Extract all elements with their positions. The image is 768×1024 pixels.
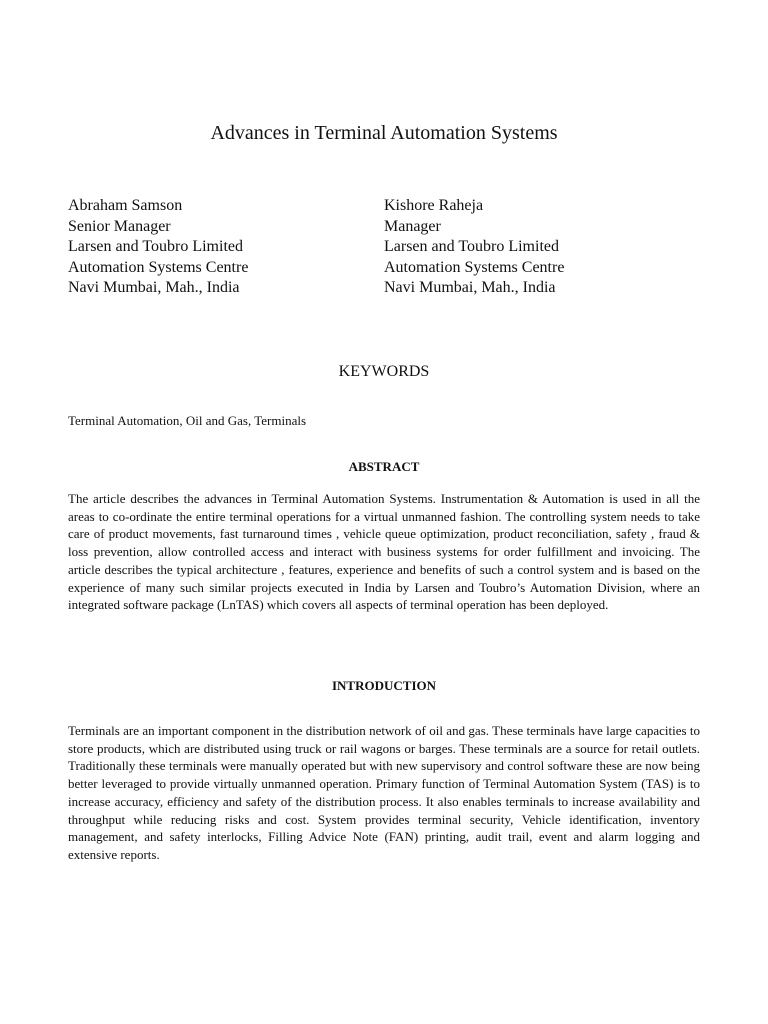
author-2-department: Automation Systems Centre [384,258,565,276]
author-1-position: Senior Manager [68,217,171,235]
author-2 [384,196,564,299]
author-2-company: Larsen and Toubro Limited [384,238,559,255]
keywords-text: Terminal Automation, Oil and Gas, Terminals [68,413,307,428]
author-2-position: Manager [384,217,441,235]
author-1-name: Abraham Samson [68,197,183,214]
author-1-location: Navi Mumbai, Mah., India [68,279,240,296]
abstract-heading: ABSTRACT [348,459,420,474]
author-1-company: Larsen and Toubro Limited [68,238,243,255]
author-1 [68,196,248,299]
author-2-name: Kishore Raheja [384,197,484,214]
introduction-paragraph: Terminals are an important component in the distribution network of oil and gas. These terminals have large capacities to store products, which are distributed using truck or rail wagons or barges. These terminals are a source for retail outlets. Traditionally these terminals were manually operated but with new supervisory and control software these are now being better leveraged to provide virtually unmanned operation. Primary function of Terminal Automation System (TAS) is to increase accuracy, efficiency and safety of the distribution process. It also enables terminals to increase availability and throughput while reducing risks and cost. System provides terminal security, Vehicle identification, inventory management, and safety interlocks, Filling Advice Note (FAN) printing, audit trail, event and alarm logging and extensive reports. [68,723,700,862]
keywords-heading: KEYWORDS [338,363,430,380]
introduction-heading: INTRODUCTION [331,678,436,693]
paper-title: Advances in Terminal Automation Systems [210,122,558,144]
abstract-paragraph: The article describes the advances in Terminal Automation Systems. Instrumentation & Automation is used in all the areas to co-ordinate the entire terminal operations for a virtual unmanned fashion. The controlling system needs to take care of product movements, fast turnaround times , vehicle queue optimization, product reconciliation, safety , fraud & loss prevention, allow controlled access and interact with business systems for order fulfillment and invoicing. The article describes the typical architecture , features, experience and benefits of such a control system and is based on the experience of many such similar projects executed in India by Larsen and Toubro’s Automation Division, where an integrated software package (LnTAS) which covers all aspects of terminal operation has been deployed. [68,491,700,613]
author-2-location: Navi Mumbai, Mah., India [384,279,556,296]
author-1-department: Automation Systems Centre [68,258,249,276]
